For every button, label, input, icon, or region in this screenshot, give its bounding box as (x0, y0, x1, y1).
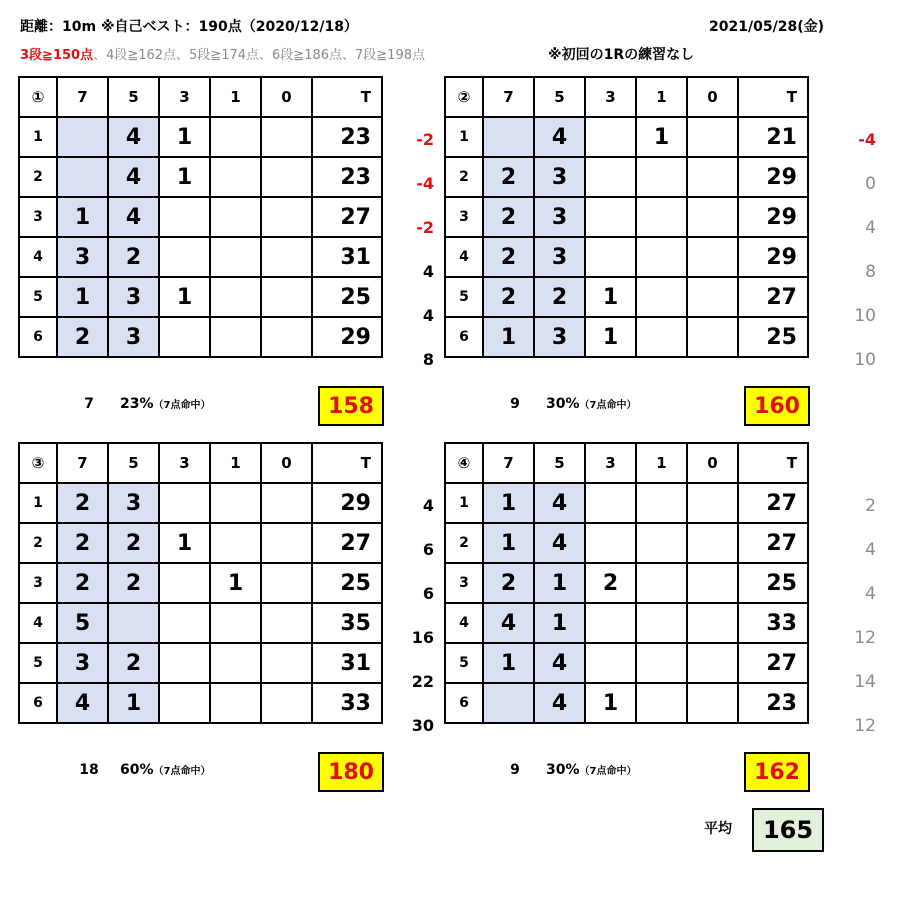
table-row (445, 563, 808, 603)
hit-note: （7点命中） (579, 766, 637, 777)
count-1-cell (636, 603, 687, 643)
end-number: 2 (445, 523, 483, 563)
end-number: 1 (19, 117, 57, 157)
count-3-cell (159, 237, 210, 277)
column-header-5: 5 (534, 77, 585, 117)
table-row (445, 317, 808, 357)
end-number: 5 (19, 643, 57, 683)
count-3-cell (159, 483, 210, 523)
rank-3dan: 3段≧150点 (20, 48, 94, 63)
count-7-cell: 3 (57, 237, 108, 277)
end-total: 25 (312, 277, 382, 317)
count-5-cell: 2 (108, 237, 159, 277)
count-5-cell: 3 (108, 483, 159, 523)
round-4-table (444, 442, 809, 724)
header-date: 2021/05/28(金) (709, 19, 824, 35)
table-row (445, 277, 808, 317)
column-header-1: 1 (636, 77, 687, 117)
count-0-cell (687, 643, 738, 683)
running-diff: 4 (865, 584, 876, 604)
count-3-cell: 1 (159, 277, 210, 317)
running-diff: 0 (865, 174, 876, 194)
end-total: 27 (738, 523, 808, 563)
count-7-cell: 1 (483, 643, 534, 683)
round-total: 162 (744, 752, 810, 792)
running-diff: 8 (422, 350, 434, 369)
count-5-cell: 4 (108, 117, 159, 157)
end-number: 1 (445, 483, 483, 523)
column-header-5: 5 (108, 77, 159, 117)
count-3-cell (159, 563, 210, 603)
count-7-cell: 2 (483, 277, 534, 317)
count-1-cell (636, 483, 687, 523)
end-total: 25 (738, 317, 808, 357)
count-0-cell (687, 603, 738, 643)
score-table (444, 76, 809, 358)
running-diff: 12 (854, 716, 876, 736)
count-7-cell: 2 (57, 523, 108, 563)
count-7-cell: 2 (57, 317, 108, 357)
count-7-cell: 1 (57, 197, 108, 237)
count-5-cell: 3 (534, 237, 585, 277)
column-header-3: 3 (585, 77, 636, 117)
end-number: 4 (445, 603, 483, 643)
count-5-cell: 3 (534, 317, 585, 357)
count-0-cell (687, 197, 738, 237)
count-7-cell: 2 (57, 563, 108, 603)
column-header-5: 5 (534, 443, 585, 483)
column-header-7: 7 (483, 443, 534, 483)
running-diff: -2 (416, 130, 434, 149)
count-5-cell: 2 (108, 563, 159, 603)
count-5-cell: 4 (534, 523, 585, 563)
table-row (19, 317, 382, 357)
table-row (19, 157, 382, 197)
count-1-cell (210, 683, 261, 723)
count-5-cell: 1 (534, 563, 585, 603)
table-row (445, 603, 808, 643)
count-1-cell (636, 237, 687, 277)
column-header-1: 1 (210, 443, 261, 483)
count-1-cell (210, 197, 261, 237)
count-7-cell: 3 (57, 643, 108, 683)
round-total: 158 (318, 386, 384, 426)
count-5-cell: 1 (534, 603, 585, 643)
average-value: 165 (752, 808, 824, 852)
running-diff: 6 (422, 584, 434, 603)
count-0-cell (687, 157, 738, 197)
round-3-table (18, 442, 383, 724)
average-label: 平均 (704, 821, 732, 837)
count-3-cell (585, 483, 636, 523)
hit-percent: 30% (546, 396, 580, 412)
count-7-cell (57, 117, 108, 157)
running-diff: 4 (422, 306, 434, 325)
table-row (445, 237, 808, 277)
count-0-cell (261, 117, 312, 157)
header-note: ※初回の1Rの練習なし (548, 47, 695, 63)
running-diff: 10 (854, 350, 876, 370)
count-5-cell: 3 (534, 157, 585, 197)
round-label: ① (19, 77, 57, 117)
count-1-cell (210, 237, 261, 277)
count-7-cell: 2 (483, 563, 534, 603)
count-0-cell (687, 317, 738, 357)
count-5-cell: 3 (534, 197, 585, 237)
running-diff: 16 (411, 628, 434, 647)
hit-summary (500, 762, 636, 778)
end-total: 29 (738, 237, 808, 277)
end-total: 27 (738, 483, 808, 523)
table-row (19, 603, 382, 643)
table-row (445, 523, 808, 563)
table-row (445, 483, 808, 523)
table-row (445, 117, 808, 157)
count-0-cell (261, 277, 312, 317)
column-header-T: T (312, 443, 382, 483)
count-7-cell: 1 (483, 317, 534, 357)
end-total: 23 (312, 117, 382, 157)
count-3-cell (159, 683, 210, 723)
end-number: 4 (19, 237, 57, 277)
count-0-cell (261, 483, 312, 523)
count-0-cell (261, 523, 312, 563)
count-1-cell (636, 157, 687, 197)
end-total: 33 (312, 683, 382, 723)
round-label: ④ (445, 443, 483, 483)
count-5-cell: 4 (534, 117, 585, 157)
hit-note: （7点命中） (153, 766, 211, 777)
count-1-cell (210, 643, 261, 683)
hit-count: 9 (510, 762, 520, 778)
count-1-cell (636, 317, 687, 357)
count-5-cell: 2 (108, 643, 159, 683)
count-3-cell (585, 157, 636, 197)
running-diff: 4 (422, 262, 434, 281)
count-5-cell: 3 (108, 277, 159, 317)
end-number: 3 (445, 563, 483, 603)
count-3-cell: 1 (585, 683, 636, 723)
hit-note: （7点命中） (579, 400, 637, 411)
count-0-cell (687, 683, 738, 723)
count-7-cell (483, 117, 534, 157)
running-diff: -4 (416, 174, 434, 193)
table-row (19, 117, 382, 157)
score-table (18, 76, 383, 358)
count-3-cell: 2 (585, 563, 636, 603)
score-table (18, 442, 383, 724)
hit-percent: 60% (120, 762, 154, 778)
end-total: 31 (312, 237, 382, 277)
end-number: 6 (445, 683, 483, 723)
end-number: 3 (19, 563, 57, 603)
count-0-cell (687, 237, 738, 277)
hit-count: 9 (510, 396, 520, 412)
column-header-3: 3 (159, 443, 210, 483)
count-7-cell: 4 (483, 603, 534, 643)
table-row (445, 643, 808, 683)
table-row (445, 683, 808, 723)
end-total: 29 (738, 197, 808, 237)
end-number: 6 (19, 683, 57, 723)
column-header-1: 1 (636, 443, 687, 483)
end-number: 2 (445, 157, 483, 197)
count-1-cell: 1 (636, 117, 687, 157)
table-row (445, 157, 808, 197)
table-row (19, 197, 382, 237)
count-7-cell (57, 157, 108, 197)
running-diff: 22 (411, 672, 434, 691)
rank-others: 、4段≧162点、5段≧174点、6段≧186点、7段≧198点 (93, 48, 425, 63)
end-number: 3 (19, 197, 57, 237)
end-number: 1 (445, 117, 483, 157)
running-diff: 6 (422, 540, 434, 559)
running-diff: 4 (865, 540, 876, 560)
column-header-T: T (738, 443, 808, 483)
count-7-cell: 1 (483, 483, 534, 523)
score-table (444, 442, 809, 724)
end-total: 23 (312, 157, 382, 197)
end-number: 3 (445, 197, 483, 237)
count-5-cell: 4 (534, 643, 585, 683)
count-7-cell: 1 (57, 277, 108, 317)
hit-summary (74, 762, 210, 778)
count-0-cell (261, 563, 312, 603)
count-3-cell (585, 523, 636, 563)
count-7-cell: 5 (57, 603, 108, 643)
end-number: 2 (19, 523, 57, 563)
count-1-cell (210, 483, 261, 523)
count-1-cell (636, 563, 687, 603)
count-3-cell (585, 237, 636, 277)
count-1-cell (210, 117, 261, 157)
table-row (19, 277, 382, 317)
end-number: 2 (19, 157, 57, 197)
count-7-cell (483, 683, 534, 723)
count-1-cell: 1 (210, 563, 261, 603)
count-0-cell (261, 603, 312, 643)
column-header-3: 3 (585, 443, 636, 483)
count-7-cell: 2 (483, 197, 534, 237)
count-5-cell: 4 (534, 683, 585, 723)
round-total: 180 (318, 752, 384, 792)
end-total: 31 (312, 643, 382, 683)
count-3-cell: 1 (159, 523, 210, 563)
count-7-cell: 1 (483, 523, 534, 563)
column-header-T: T (312, 77, 382, 117)
round-1-table (18, 76, 383, 358)
rank-thresholds (20, 44, 425, 63)
count-5-cell: 2 (534, 277, 585, 317)
count-3-cell: 1 (159, 157, 210, 197)
count-7-cell: 2 (483, 157, 534, 197)
end-total: 33 (738, 603, 808, 643)
table-row (19, 483, 382, 523)
count-1-cell (636, 643, 687, 683)
round-label: ② (445, 77, 483, 117)
end-total: 21 (738, 117, 808, 157)
end-total: 27 (738, 643, 808, 683)
running-diff: -2 (416, 218, 434, 237)
running-diff: 30 (411, 716, 434, 735)
end-number: 5 (19, 277, 57, 317)
count-3-cell (585, 603, 636, 643)
count-1-cell (636, 683, 687, 723)
count-3-cell (585, 197, 636, 237)
count-0-cell (687, 523, 738, 563)
table-row (19, 683, 382, 723)
column-header-0: 0 (261, 443, 312, 483)
count-5-cell: 3 (108, 317, 159, 357)
column-header-5: 5 (108, 443, 159, 483)
end-number: 5 (445, 643, 483, 683)
count-1-cell (210, 603, 261, 643)
count-1-cell (636, 277, 687, 317)
table-row (19, 237, 382, 277)
running-diff: 14 (854, 672, 876, 692)
running-diff: 4 (865, 218, 876, 238)
hit-summary (500, 396, 636, 412)
end-total: 27 (312, 523, 382, 563)
count-3-cell (585, 117, 636, 157)
table-row (445, 197, 808, 237)
count-0-cell (261, 157, 312, 197)
end-total: 29 (312, 317, 382, 357)
count-5-cell: 4 (534, 483, 585, 523)
count-0-cell (261, 317, 312, 357)
column-header-0: 0 (261, 77, 312, 117)
count-7-cell: 2 (57, 483, 108, 523)
hit-summary (74, 396, 210, 412)
hit-count: 18 (79, 762, 99, 778)
count-0-cell (687, 483, 738, 523)
hit-percent: 30% (546, 762, 580, 778)
count-5-cell: 4 (108, 197, 159, 237)
count-3-cell: 1 (585, 317, 636, 357)
count-1-cell (636, 197, 687, 237)
running-diff: 10 (854, 306, 876, 326)
count-1-cell (210, 317, 261, 357)
round-label: ③ (19, 443, 57, 483)
running-diff: 8 (865, 262, 876, 282)
end-number: 4 (445, 237, 483, 277)
count-0-cell (687, 277, 738, 317)
column-header-0: 0 (687, 77, 738, 117)
end-number: 1 (19, 483, 57, 523)
count-1-cell (210, 523, 261, 563)
count-3-cell: 1 (585, 277, 636, 317)
count-3-cell (159, 603, 210, 643)
running-diff: 4 (422, 496, 434, 515)
count-5-cell: 2 (108, 523, 159, 563)
count-1-cell (210, 157, 261, 197)
column-header-1: 1 (210, 77, 261, 117)
table-row (19, 643, 382, 683)
running-diff: 2 (865, 496, 876, 516)
end-total: 27 (312, 197, 382, 237)
count-5-cell: 4 (108, 157, 159, 197)
column-header-3: 3 (159, 77, 210, 117)
end-number: 6 (19, 317, 57, 357)
table-row (19, 563, 382, 603)
end-total: 25 (738, 563, 808, 603)
end-total: 23 (738, 683, 808, 723)
count-0-cell (687, 563, 738, 603)
count-0-cell (261, 197, 312, 237)
count-7-cell: 4 (57, 683, 108, 723)
hit-percent: 23% (120, 396, 154, 412)
column-header-7: 7 (57, 77, 108, 117)
count-1-cell (210, 277, 261, 317)
end-number: 5 (445, 277, 483, 317)
count-0-cell (261, 643, 312, 683)
count-3-cell (159, 197, 210, 237)
count-3-cell: 1 (159, 117, 210, 157)
count-1-cell (636, 523, 687, 563)
count-3-cell (585, 643, 636, 683)
end-total: 25 (312, 563, 382, 603)
count-5-cell: 1 (108, 683, 159, 723)
end-total: 29 (738, 157, 808, 197)
column-header-0: 0 (687, 443, 738, 483)
end-total: 29 (312, 483, 382, 523)
running-diff: 12 (854, 628, 876, 648)
count-3-cell (159, 317, 210, 357)
end-total: 35 (312, 603, 382, 643)
end-number: 4 (19, 603, 57, 643)
running-diff: -4 (858, 130, 876, 149)
end-total: 27 (738, 277, 808, 317)
count-0-cell (261, 683, 312, 723)
hit-note: （7点命中） (153, 400, 211, 411)
end-number: 6 (445, 317, 483, 357)
column-header-7: 7 (483, 77, 534, 117)
round-2-table (444, 76, 809, 358)
count-7-cell: 2 (483, 237, 534, 277)
column-header-T: T (738, 77, 808, 117)
count-0-cell (261, 237, 312, 277)
header-distance-best: 距離：10m ※自己ベスト：190点（2020/12/18） (20, 19, 358, 35)
count-3-cell (159, 643, 210, 683)
round-total: 160 (744, 386, 810, 426)
count-0-cell (687, 117, 738, 157)
count-5-cell (108, 603, 159, 643)
column-header-7: 7 (57, 443, 108, 483)
table-row (19, 523, 382, 563)
hit-count: 7 (84, 396, 94, 412)
